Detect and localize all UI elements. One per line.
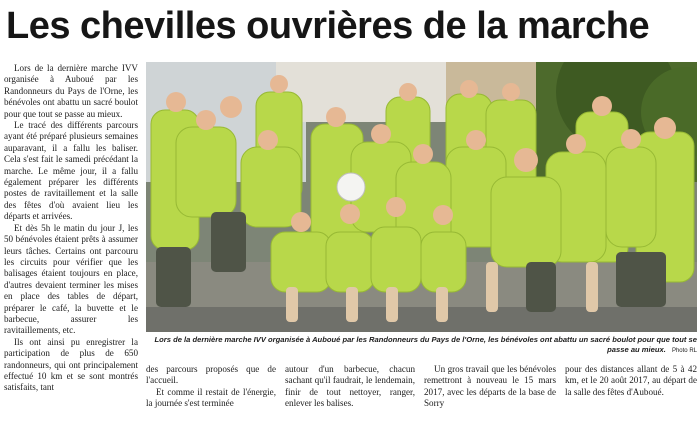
group-photo xyxy=(146,62,697,332)
article-column xyxy=(146,364,276,422)
paragraph: Lors de la dernière marche IVV organisée à Auboué par les Randonneurs du Pays de l'Orne, les bénévoles ont abattu un sacré boulot pour que tout se passe au mieux. xyxy=(4,63,138,119)
article-headline: Les chevilles ouvrières de la marche xyxy=(6,5,650,47)
paragraph: pour des distances allant de 5 à 42 km, et le 20 août 2017, au départ de la salle des fêtes d'Auboué. xyxy=(565,364,697,397)
article-column xyxy=(424,364,556,422)
article-column xyxy=(565,364,697,422)
paragraph: Et comme il restait de l'énergie, la journée s'est terminée xyxy=(146,386,276,408)
paragraph: Le tracé des différents parcours ayant été préparé plusieurs semaines auparavant, il a fallu les baliser. Cela s'est fait le samedi précédant la marche. Le même jour, il a fallu également préparer les différents postes de ravitaillement et la salle des fêtes d'où avaient lieu les départs et arrivées. xyxy=(4,120,138,222)
paragraph: Et dès 5h le matin du jour J, les 50 bénévoles étaient prêts à assumer leurs tâches. Certains ont parcouru les circuits pour vérifier que les balisages étaient toujours en place, d'autres devaient terminer les mises en place des tables de départ, préparer le café, la buvette et le barbecue, assurer les ravitaillements, etc. xyxy=(4,222,138,336)
article-left-column xyxy=(4,63,138,422)
paragraph: autour d'un barbecue, chacun sachant qu'il faudrait, le lendemain, finir de tout nettoyer, ranger, enlever les balises. xyxy=(285,364,415,408)
group-photo-illustration xyxy=(146,62,697,332)
article-column xyxy=(285,364,415,422)
paragraph: Ils ont ainsi pu enregistrer la participation de plus de 650 randonneurs, qui ont principalement effectué 10 km et se sont montrés satisfaits, tant xyxy=(4,336,138,393)
photo-credit: Photo RL xyxy=(671,347,697,354)
photo-caption xyxy=(146,335,697,356)
caption-text: Lors de la dernière marche IVV organisée à Auboué par les Randonneurs du Pays de l'Orne, les bénévoles ont abattu un sacré boulot pour que tout se passe au mieux. xyxy=(154,335,697,354)
paragraph: Un gros travail que les bénévoles remettront à nouveau le 15 mars 2017, avec les départs de la base de Sorry xyxy=(424,364,556,408)
paragraph: des parcours proposés que de l'accueil. xyxy=(146,364,276,386)
